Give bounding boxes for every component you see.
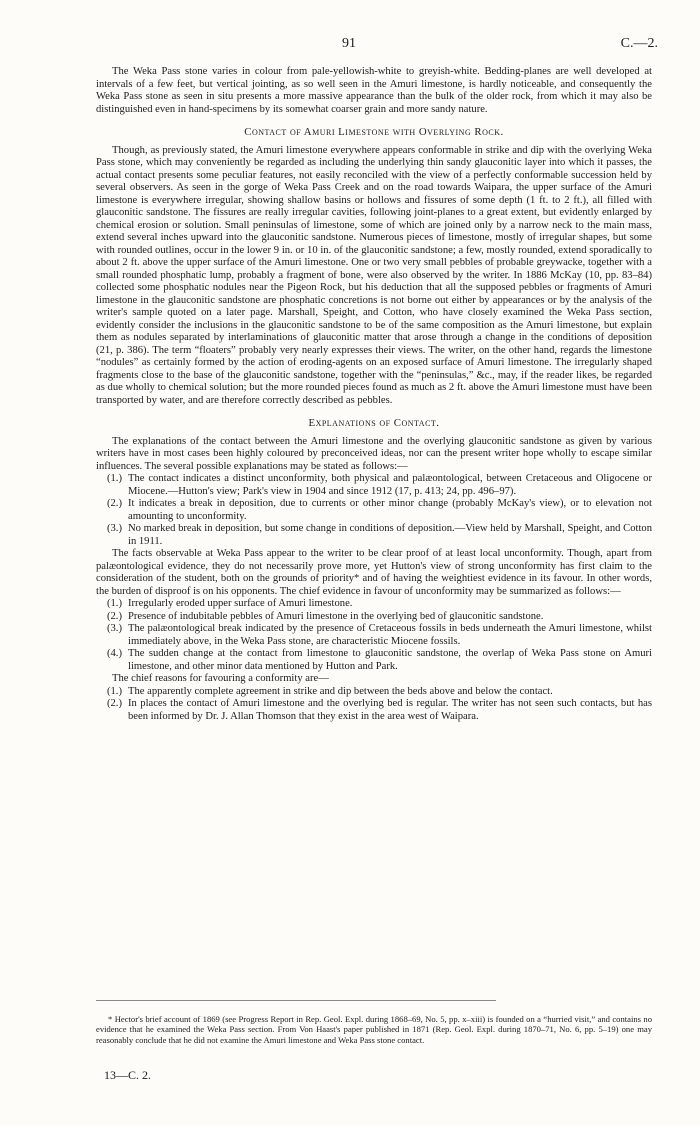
document-code: C.—2. (620, 36, 658, 51)
list-item-number: (3.) (106, 523, 122, 534)
footnote: * Hector's brief account of 1869 (see Progress Report in Rep. Geol. Expl. during 1868–69, No. 5, pp. x–xiii) is founded on a “hurried visit,” and contains no evidence that he examined the Weka Pass section. From Von Haast's paper published in 1871 (Rep. Geol. Expl. during 1870–71, No. 6, pp. 5–19) one may reasonably conclude that he did not examine the Amuri limestone and Weka Pass stone contact. (96, 1013, 652, 1045)
paragraph-contact: Though, as previously stated, the Amuri limestone everywhere appears conformable in strike and dip with the overlying Weka Pass stone, which may conveniently be regarded as including the underlying thin sandy glauconitic layer into which it passes, the actual contact presents some peculiar features, not easily reconciled with the view of a perfectly conformable succession held by several observers. As seen in the gorge of Weka Pass Creek and on the road towards Waipara, the upper surface of the Amuri limestone is everywhere irregular, showing shallow basins or hollows and fissures of some depth (1 ft. to 2 ft.), all filled with glauconitic sandstone. The fissures are really irregular cavities, following joint-planes to a great extent, but evidently enlarged by chemical erosion or solution. Small peninsulas of limestone, some of which are joined only by a narrow neck to the main mass, extend several inches upward into the glauconitic sandstone. Numerous pieces of limestone, mostly of irregular shapes, but some with rounded outlines, occur in the lower 9 in. or 10 in. of the glauconitic sandstone; a few, mostly rounded, extend sporadically to about 2 ft. above the upper surface of the Amuri limestone. One or two very small pebbles of probable greywacke, together with a small rounded phosphatic lump, probably a fragment of bone, were also observed by the writer. In 1886 McKay (10, pp. 83–84) collected some phosphatic nodules near the Pigeon Rock, but his deduction that all the supposed pebbles or fragments of Amuri limestone in the glauconitic sandstone are phosphatic concretions is not borne out either by appearances or by the analysis of the writer's sample quoted on a later page. Marshall, Speight, and Cotton, who have closely examined the Weka Pass section, evidently consider the inclusions in the glauconitic sandstone to be of the same composition as the Amuri limestone, but explain them as nodules separated by interlaminations of glauconitic matter that arose through a change in the conditions of deposition (21, p. 386). The term “floaters” probably very nearly expresses their views. The writer, on the other hand, regards the limestone “nodules” as certainly formed by the action of eroding-agents on an exposed surface of Amuri limestone. The irregularly shaped fragments close to the base of the glauconitic sandstone, together with the “peninsulas,” &c., may, if the reader likes, be regarded as due wholly to chemical solution; but the more rounded pieces found as much as 2 ft. above the Amuri limestone must have been transported by water, and are therefore correctly described as pebbles. (96, 144, 652, 406)
list-item (96, 473, 652, 498)
list-item (96, 698, 652, 723)
list-item (96, 623, 652, 648)
list-item-number: (4.) (106, 648, 122, 659)
evidence-list (96, 598, 652, 673)
page-header (0, 36, 700, 56)
list-item-number: (3.) (106, 623, 122, 634)
paragraph-chief-reasons: The chief reasons for favouring a conformity are— (112, 673, 329, 684)
list-item (96, 611, 652, 624)
signature-mark: 13—C. 2. (104, 1068, 152, 1082)
list-item-text: The sudden change at the contact from limestone to glauconitic sandstone, the overlap of Weka Pass stone on Amuri limestone, and other minor data mentioned by Hutton and Park. (128, 648, 652, 672)
list-item (96, 498, 652, 523)
list-item (96, 648, 652, 673)
paragraph-weka-pass-stone: The Weka Pass stone varies in colour from pale-yellowish-white to greyish-white. Bedding-planes are well developed at intervals of a few feet, but vertical jointing, as so well seen in the Amuri limestone, is hardly noticeable, and consequently the Weka Pass stone as seen in situ presents a more massive appearance than the bulk of the older rock, from which it may also be distinguished even in hand-specimens by its somewhat coarser grain and more sandy nature. (96, 66, 652, 115)
list-item-text: The apparently complete agreement in strike and dip between the beds above and below the contact. (128, 685, 553, 697)
list-item (96, 598, 652, 611)
page-number: 91 (342, 36, 356, 51)
list-item-text: Irregularly eroded upper surface of Amuri limestone. (128, 598, 353, 609)
footnote-divider (96, 1000, 496, 1001)
list-item-text: The palæontological break indicated by the presence of Cretaceous fossils in beds underneath the Amuri limestone, whilst immediately above, in the Weka Pass stone, are characteristic Miocene fossils. (128, 623, 652, 647)
list-item-number: (1.) (106, 473, 122, 484)
list-item-number: (2.) (106, 498, 122, 509)
list-item-number: (2.) (106, 610, 122, 622)
list-item-text: No marked break in deposition, but some change in conditions of deposition.—View held by Marshall, Speight, and Cotton in 1911. (128, 523, 652, 547)
list-item-number: (1.) (106, 598, 122, 609)
list-item-text: The contact indicates a distinct unconformity, both physical and palæontological, between Cretaceous and Oligocene or Miocene.—Hutton's view; Park's view in 1904 and since 1912 (17, p. 413; 24, pp. 496–97). (128, 473, 652, 497)
list-item-number: (1.) (106, 685, 122, 697)
list-item-text: Presence of indubitable pebbles of Amuri limestone in the overlying bed of glauconitic sandstone. (128, 610, 544, 622)
list-item (96, 686, 652, 699)
paragraph-explanations: The explanations of the contact between the Amuri limestone and the overlying glauconitic sandstone as given by various writers have in most cases been highly coloured by preconceived ideas, nor can the present writer hope wholly to escape similar influences. The several possible explanations may be stated as follows:— (96, 435, 652, 472)
paragraph-facts: The facts observable at Weka Pass appear to the writer to be clear proof of at least local unconformity. Though, apart from palæontological evidence, they do not necessarily prove more, yet Hutton's view of strong unconformity has first claim to the consideration of the student, both on the grounds of priority* and of having the weightiest evidence in its favour. In other words, the burden of disproof is on his opponents. The chief evidence in favour of unconformity may be summarized as follows:— (96, 548, 652, 597)
page-body (96, 66, 652, 723)
explanations-list (96, 473, 652, 548)
list-item-number: (2.) (106, 698, 122, 709)
section-heading-contact: Contact of Amuri Limestone with Overlying Rock. (244, 126, 504, 138)
section-heading-explanations: Explanations of Contact. (308, 417, 440, 429)
conformity-list (96, 686, 652, 724)
list-item (96, 523, 652, 548)
list-item-text: In places the contact of Amuri limestone and the overlying bed is regular. The writer has not seen such contacts, but has been informed by Dr. J. Allan Thomson that they exist in the area west of Waipara. (128, 698, 652, 722)
list-item-text: It indicates a break in deposition, due to currents or other minor change (probably McKay's view), or to elevation not amounting to unconformity. (128, 498, 652, 522)
